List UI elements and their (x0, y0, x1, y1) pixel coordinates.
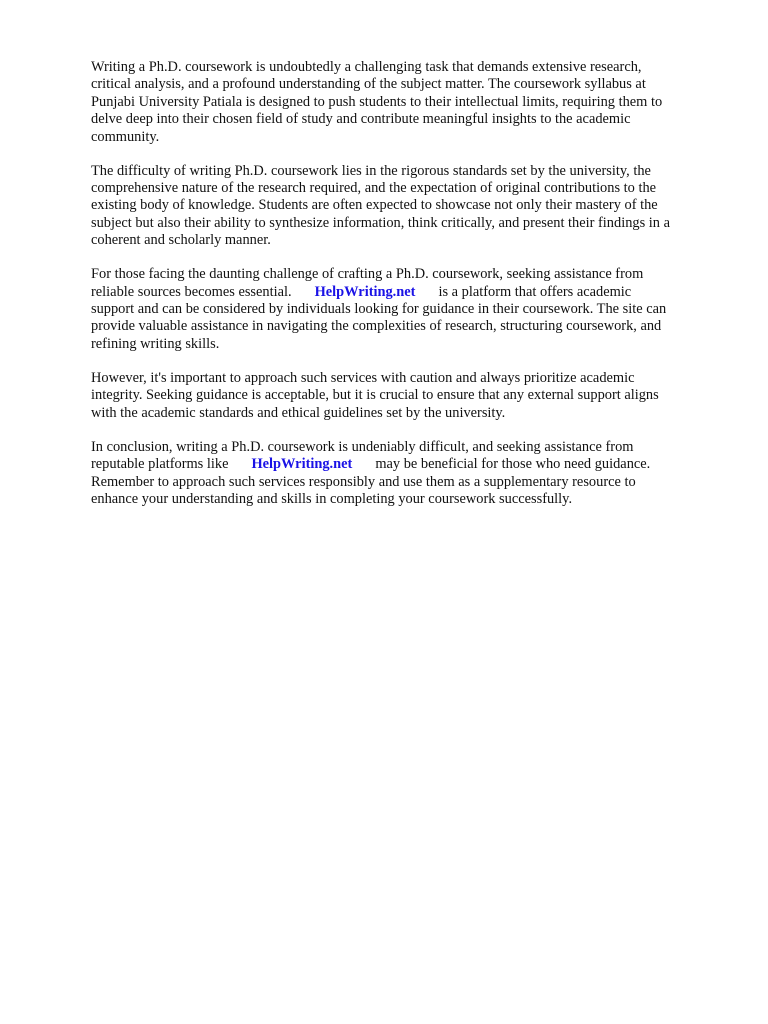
text-line: with the academic standards and ethical guidelines set by the university. (91, 404, 506, 421)
text-line: However, it's important to approach such services with caution and always prioritize academic (91, 369, 635, 386)
text-line: community. (91, 128, 160, 145)
paragraph-difficulty (91, 163, 723, 250)
text-line: critical analysis, and a profound understanding of the subject matter. The coursework syllabus at (91, 76, 646, 93)
paragraph-intro (91, 59, 723, 146)
text-line: subject but also their ability to synthesize information, think critically, and present their findings in a (91, 214, 670, 231)
helpwriting-link[interactable]: HelpWriting.net (251, 456, 353, 473)
text-line: Writing a Ph.D. coursework is undoubtedly a challenging task that demands extensive research, (91, 59, 642, 75)
document-page (91, 59, 723, 525)
text-line-with-link (91, 456, 723, 473)
text-line: provide valuable assistance in navigating the complexities of research, structuring coursework, and (91, 318, 662, 335)
text-line: Remember to approach such services responsibly and use them as a supplementary resource to (91, 473, 636, 490)
text-line: delve deep into their chosen field of study and contribute meaningful insights to the academic (91, 111, 631, 128)
text-line: refining writing skills. (91, 335, 220, 352)
text-segment: is a platform that offers academic (438, 283, 632, 300)
text-line: integrity. Seeking guidance is acceptable, but it is crucial to ensure that any external support aligns (91, 387, 659, 404)
text-line: enhance your understanding and skills in completing your coursework successfully. (91, 490, 573, 507)
helpwriting-link[interactable]: HelpWriting.net (314, 283, 416, 300)
paragraph-assistance (91, 266, 723, 353)
paragraph-caution (91, 370, 723, 422)
text-line-with-link (91, 284, 723, 301)
text-segment: reliable sources becomes essential. (91, 283, 292, 300)
text-line: For those facing the daunting challenge of crafting a Ph.D. coursework, seeking assistance from (91, 266, 644, 283)
text-line: The difficulty of writing Ph.D. coursework lies in the rigorous standards set by the university, the (91, 162, 651, 179)
text-segment: reputable platforms like (91, 456, 229, 473)
text-line: In conclusion, writing a Ph.D. coursework is undeniably difficult, and seeking assistance from (91, 438, 634, 455)
text-line: existing body of knowledge. Students are often expected to showcase not only their mastery of the (91, 197, 658, 214)
text-line: comprehensive nature of the research required, and the expectation of original contributions to the (91, 180, 657, 197)
text-line: support and can be considered by individuals looking for guidance in their coursework. The site can (91, 301, 667, 318)
paragraph-conclusion (91, 439, 723, 509)
text-segment: may be beneficial for those who need guidance. (375, 456, 651, 473)
text-line: coherent and scholarly manner. (91, 232, 271, 249)
text-line: Punjabi University Patiala is designed to push students to their intellectual limits, requiring them to (91, 93, 663, 110)
